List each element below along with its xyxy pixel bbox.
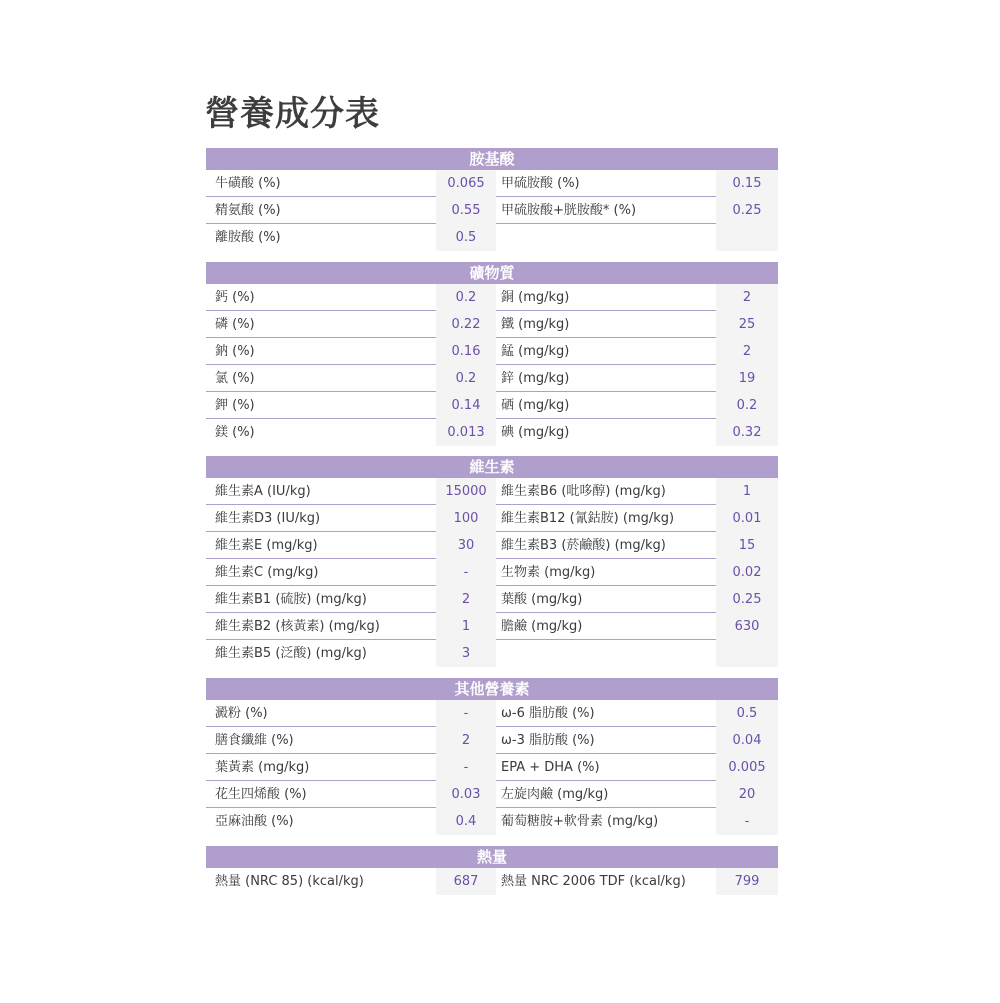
nutrient-value: 0.4 bbox=[436, 808, 496, 835]
nutrient-value: 0.25 bbox=[716, 197, 778, 224]
nutrient-name: 生物素 (mg/kg) bbox=[501, 565, 596, 580]
section-rows bbox=[206, 478, 778, 666]
nutrient-name: 維生素B5 (泛酸) (mg/kg) bbox=[215, 646, 367, 661]
nutrient-name: ω-6 脂肪酸 (%) bbox=[501, 706, 595, 721]
nutrient-name: 鈣 (%) bbox=[215, 290, 255, 305]
nutrient-name: 甲硫胺酸 (%) bbox=[501, 176, 580, 191]
table-row bbox=[206, 338, 778, 365]
nutrient-value: 687 bbox=[436, 868, 496, 895]
nutrient-value: 799 bbox=[716, 868, 778, 895]
nutrient-value: 0.01 bbox=[716, 505, 778, 532]
section-header: 維生素 bbox=[206, 456, 778, 478]
table-row bbox=[206, 365, 778, 392]
nutrient-value: 0.16 bbox=[436, 338, 496, 365]
nutrient-name: 錳 (mg/kg) bbox=[501, 344, 570, 359]
nutrient-value: 0.005 bbox=[716, 754, 778, 781]
nutrient-value: 0.14 bbox=[436, 392, 496, 419]
nutrient-name: 碘 (mg/kg) bbox=[501, 425, 570, 440]
table-row bbox=[206, 700, 778, 727]
nutrient-value: 2 bbox=[436, 586, 496, 613]
nutrient-name: 氯 (%) bbox=[215, 371, 255, 386]
nutrient-name: 鉀 (%) bbox=[215, 398, 255, 413]
nutrient-name: 維生素B1 (硫胺) (mg/kg) bbox=[215, 592, 367, 607]
nutrient-name: 維生素A (IU/kg) bbox=[215, 484, 311, 499]
nutrient-value: 0.22 bbox=[436, 311, 496, 338]
table-row bbox=[206, 559, 778, 586]
nutrient-value: 30 bbox=[436, 532, 496, 559]
nutrient-name: 銅 (mg/kg) bbox=[501, 290, 570, 305]
nutrient-value: 15000 bbox=[436, 478, 496, 505]
nutrient-name: 維生素E (mg/kg) bbox=[215, 538, 318, 553]
table-row bbox=[206, 505, 778, 532]
nutrient-name: 維生素B12 (氰鈷胺) (mg/kg) bbox=[501, 511, 675, 526]
nutrient-value: 19 bbox=[716, 365, 778, 392]
nutrient-value: - bbox=[436, 559, 496, 586]
page-title: 營養成分表 bbox=[205, 94, 380, 134]
section-header: 胺基酸 bbox=[206, 148, 778, 170]
section-header: 熱量 bbox=[206, 846, 778, 868]
table-row bbox=[206, 478, 778, 505]
nutrient-value: 1 bbox=[436, 613, 496, 640]
nutrient-value: 0.03 bbox=[436, 781, 496, 808]
table-row bbox=[206, 224, 778, 250]
section-block bbox=[206, 148, 778, 250]
table-row bbox=[206, 613, 778, 640]
nutrient-value: 0.04 bbox=[716, 727, 778, 754]
nutrient-value bbox=[716, 224, 778, 251]
nutrient-value: 0.065 bbox=[436, 170, 496, 197]
nutrient-value: 0.15 bbox=[716, 170, 778, 197]
nutrient-value: 0.5 bbox=[716, 700, 778, 727]
nutrient-name: 維生素B3 (菸鹼酸) (mg/kg) bbox=[501, 538, 666, 553]
nutrient-name: 維生素D3 (IU/kg) bbox=[215, 511, 321, 526]
section-header: 礦物質 bbox=[206, 262, 778, 284]
section-header: 其他營養素 bbox=[206, 678, 778, 700]
table-row bbox=[206, 868, 778, 894]
nutrient-name: 維生素C (mg/kg) bbox=[215, 565, 319, 580]
nutrient-name bbox=[501, 640, 711, 667]
table-row bbox=[206, 419, 778, 445]
nutrient-name: 精氨酸 (%) bbox=[215, 203, 281, 218]
nutrient-value: 1 bbox=[716, 478, 778, 505]
nutrient-value: 0.2 bbox=[716, 392, 778, 419]
nutrient-value: 3 bbox=[436, 640, 496, 667]
nutrient-value: 0.2 bbox=[436, 284, 496, 311]
nutrient-value: 0.02 bbox=[716, 559, 778, 586]
nutrient-name: 熱量 NRC 2006 TDF (kcal/kg) bbox=[501, 874, 686, 889]
nutrient-name: 離胺酸 (%) bbox=[215, 230, 281, 245]
nutrient-value: 2 bbox=[436, 727, 496, 754]
nutrient-name: 膽鹼 (mg/kg) bbox=[501, 619, 583, 634]
section-rows bbox=[206, 868, 778, 894]
nutrient-name: 葉酸 (mg/kg) bbox=[501, 592, 583, 607]
nutrient-value: 20 bbox=[716, 781, 778, 808]
section-rows bbox=[206, 170, 778, 250]
nutrient-name: 膳食纖維 (%) bbox=[215, 733, 294, 748]
table-row bbox=[206, 532, 778, 559]
nutrient-value: - bbox=[436, 754, 496, 781]
table-row bbox=[206, 640, 778, 666]
nutrient-name: 花生四烯酸 (%) bbox=[215, 787, 307, 802]
nutrient-name: 葉黃素 (mg/kg) bbox=[215, 760, 310, 775]
nutrient-name: 葡萄糖胺+軟骨素 (mg/kg) bbox=[501, 814, 659, 829]
nutrient-name: 亞麻油酸 (%) bbox=[215, 814, 294, 829]
nutrient-name: ω-3 脂肪酸 (%) bbox=[501, 733, 595, 748]
nutrient-name: 維生素B2 (核黃素) (mg/kg) bbox=[215, 619, 380, 634]
nutrient-name: 牛磺酸 (%) bbox=[215, 176, 281, 191]
nutrient-value: 0.25 bbox=[716, 586, 778, 613]
nutrient-value: 2 bbox=[716, 284, 778, 311]
nutrient-value: 0.013 bbox=[436, 419, 496, 446]
section-rows bbox=[206, 284, 778, 445]
section-block bbox=[206, 846, 778, 894]
table-row bbox=[206, 754, 778, 781]
nutrient-value: 0.32 bbox=[716, 419, 778, 446]
table-row bbox=[206, 311, 778, 338]
table-row bbox=[206, 197, 778, 224]
section-block bbox=[206, 678, 778, 834]
nutrient-name: 甲硫胺酸+胱胺酸* (%) bbox=[501, 203, 637, 218]
table-row bbox=[206, 808, 778, 834]
section-rows bbox=[206, 700, 778, 834]
section-block bbox=[206, 262, 778, 445]
nutrient-name: 鋅 (mg/kg) bbox=[501, 371, 570, 386]
nutrient-name: EPA + DHA (%) bbox=[501, 760, 600, 775]
nutrient-value: 630 bbox=[716, 613, 778, 640]
nutrient-value bbox=[716, 640, 778, 667]
nutrient-value: 15 bbox=[716, 532, 778, 559]
nutrient-name: 鎂 (%) bbox=[215, 425, 255, 440]
nutrient-value: 0.5 bbox=[436, 224, 496, 251]
nutrient-name: 磷 (%) bbox=[215, 317, 255, 332]
nutrient-value: 0.2 bbox=[436, 365, 496, 392]
nutrient-name: 澱粉 (%) bbox=[215, 706, 268, 721]
nutrient-value: 2 bbox=[716, 338, 778, 365]
nutrient-value: - bbox=[716, 808, 778, 835]
nutrient-value: - bbox=[436, 700, 496, 727]
nutrient-value: 25 bbox=[716, 311, 778, 338]
table-row bbox=[206, 781, 778, 808]
table-row bbox=[206, 392, 778, 419]
nutrient-name: 維生素B6 (吡哆醇) (mg/kg) bbox=[501, 484, 666, 499]
nutrient-name: 左旋肉鹼 (mg/kg) bbox=[501, 787, 609, 802]
nutrient-name bbox=[501, 224, 711, 251]
section-block bbox=[206, 456, 778, 666]
nutrient-value: 0.55 bbox=[436, 197, 496, 224]
table-row bbox=[206, 727, 778, 754]
table-row bbox=[206, 170, 778, 197]
table-row bbox=[206, 586, 778, 613]
nutrient-value: 100 bbox=[436, 505, 496, 532]
nutrient-name: 硒 (mg/kg) bbox=[501, 398, 570, 413]
nutrient-name: 鐵 (mg/kg) bbox=[501, 317, 570, 332]
nutrient-name: 鈉 (%) bbox=[215, 344, 255, 359]
nutrient-name: 熱量 (NRC 85) (kcal/kg) bbox=[215, 874, 364, 889]
table-row bbox=[206, 284, 778, 311]
